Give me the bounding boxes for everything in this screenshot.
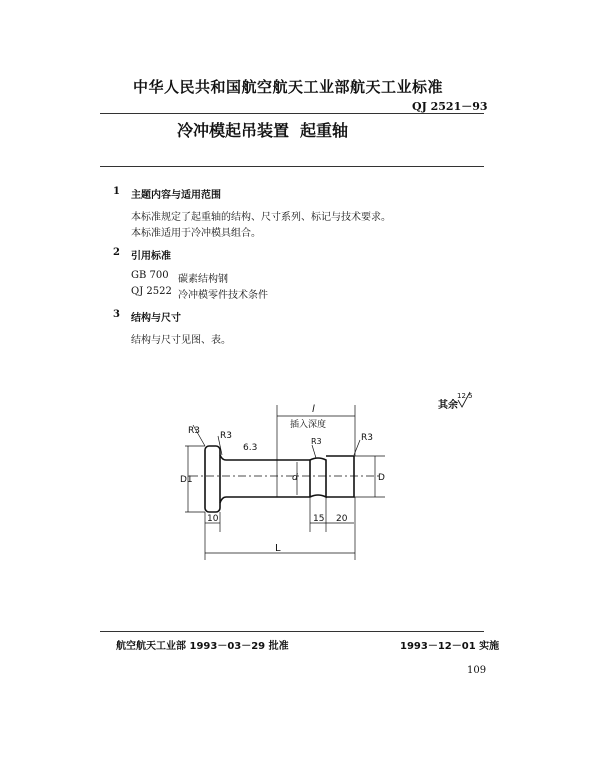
paragraph: 本标准规定了起重轴的结构、尺寸系列、标记与技术要求。 [131, 212, 391, 223]
roughness-note: 其余 [438, 400, 458, 411]
section-heading: 主题内容与适用范围 [131, 190, 221, 201]
page-number: 109 [467, 665, 487, 676]
label-d1: D1 [180, 475, 193, 485]
label-roughness-shaft: 6.3 [243, 443, 258, 453]
section-number: 2 [113, 247, 120, 258]
label-d: d [292, 473, 298, 483]
effective-date: 1993－12－01 实施 [400, 641, 500, 652]
standard-code: QJ 2521－93 [412, 100, 488, 113]
issuing-organization: 中华人民共和国航空航天工业部航天工业标准 [133, 78, 444, 96]
issued-date: 航空航天工业部 1993－03－29 批准 [116, 641, 289, 652]
section-number: 1 [113, 186, 120, 197]
label-r-head: R3 [188, 426, 200, 436]
document-title: 冷冲模起吊装置 [177, 121, 290, 140]
section-heading: 引用标准 [131, 251, 171, 262]
label-l: l [312, 404, 315, 415]
reference-title: 碳素结构钢 [178, 274, 228, 285]
section-number: 3 [113, 309, 120, 320]
label-dim-10: 10 [207, 514, 219, 524]
label-dim-15: 15 [313, 514, 325, 524]
paragraph: 本标准适用于冷冲模具组合。 [131, 228, 261, 239]
label-r-end: R3 [361, 433, 373, 443]
label-dim-20: 20 [336, 514, 348, 524]
reference-title: 冷冲模零件技术条件 [178, 290, 268, 301]
reference-code: QJ 2522 [131, 286, 172, 297]
document-subtitle: 起重轴 [300, 121, 349, 140]
label-r-groove: R3 [311, 437, 322, 446]
label-insert-depth: 插入深度 [290, 420, 327, 430]
footer-rule [100, 631, 484, 632]
label-r-fillet: R3 [220, 431, 232, 441]
paragraph: 结构与尺寸见图、表。 [131, 335, 231, 346]
section-heading: 结构与尺寸 [131, 313, 181, 324]
label-D: D [378, 473, 385, 483]
reference-code: GB 700 [131, 270, 169, 281]
label-L: L [275, 543, 281, 554]
roughness-value: 12.5 [457, 392, 473, 400]
